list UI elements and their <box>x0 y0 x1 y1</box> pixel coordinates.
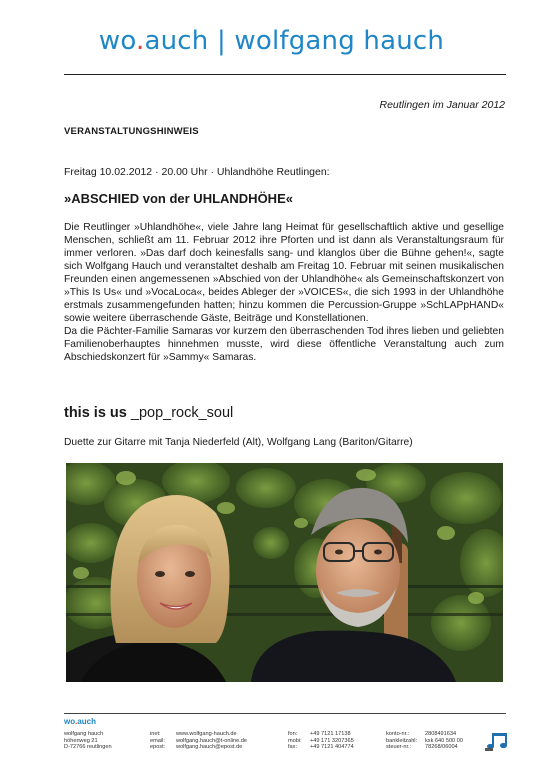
footer-label: bankleitzahl: <box>386 737 418 744</box>
duo-photo-illustration <box>66 463 503 682</box>
footer-logo-dot: . <box>75 717 78 726</box>
body-text <box>64 221 504 365</box>
logo-part1: wo <box>98 26 137 56</box>
footer-logo-part2: auch <box>77 717 97 726</box>
header-logo <box>0 26 543 56</box>
logo-dot: . <box>136 26 145 56</box>
logo-part2: auch | wolfgang hauch <box>144 26 445 56</box>
duo-line: Duette zur Gitarre mit Tanja Niederfeld (Alt), Wolfgang Lang (Bariton/Gitarre) <box>64 437 413 448</box>
footer-bank-labels <box>386 731 417 751</box>
notice-label: VERANSTALTUNGSHINWEIS <box>64 126 199 137</box>
epost-link[interactable]: wolfgang.hauch@epost.de <box>176 744 243 751</box>
footer-address-line: D-72766 reutlingen <box>64 744 112 751</box>
footer-label: email: <box>150 737 165 744</box>
footer-divider <box>64 713 506 714</box>
footer-web-labels <box>150 731 165 751</box>
footer-value: ksk 640 500 00 <box>425 737 463 744</box>
footer-value: +49 7121 17138 <box>310 731 351 737</box>
footer-label: epost: <box>150 744 166 751</box>
footer-address-line: höhenweg 21 <box>64 737 98 744</box>
footer-bank-values <box>425 731 463 751</box>
footer-logo <box>64 717 96 726</box>
footer-label: konto-nr.: <box>386 731 410 737</box>
footer-label: mobi: <box>288 737 302 744</box>
music-notes-icon <box>485 730 509 752</box>
website-link[interactable]: www.wolfgang-hauch.de <box>176 731 237 737</box>
header-divider <box>64 74 506 75</box>
event-line: Freitag 10.02.2012 · 20.00 Uhr · Uhlandhöhe Reutlingen: <box>64 166 330 178</box>
footer-logo-part1: wo <box>64 717 76 726</box>
footer-value: +49 7121 404774 <box>310 744 354 751</box>
section-title-rest: _pop_rock_soul <box>126 405 234 421</box>
footer-value: 2808491634 <box>425 731 457 737</box>
duo-photo <box>66 463 503 682</box>
place-date: Reutlingen im Januar 2012 <box>379 99 505 111</box>
email-link[interactable]: wolfgang.hauch@t-online.de <box>176 737 247 744</box>
footer-web-values <box>176 731 247 751</box>
footer-phone-labels <box>288 731 302 751</box>
footer-address-line: wolfgang hauch <box>64 731 104 737</box>
footer-phone-values <box>310 731 354 751</box>
footer-value: 78268/06004 <box>425 744 458 751</box>
footer-label: steuer-nr.: <box>386 744 412 751</box>
footer-address <box>64 731 112 751</box>
footer-label: inet: <box>150 731 161 737</box>
footer-label: fax: <box>288 744 298 751</box>
event-title: »ABSCHIED von der UHLANDHÖHE« <box>64 191 293 206</box>
paragraph-2: Da die Pächter-Familie Samaras vor kurzem den überraschenden Tod ihres lieben und geliebten Familienoberhauptes hinnehmen musste, wird diese öffentliche Veranstaltung auch zum Abschiedskonzert für »Sammy« Samaras. <box>64 326 504 364</box>
footer-value: +49 171 3207365 <box>310 737 354 744</box>
paragraph-1: Die Reutlinger »Uhlandhöhe«, viele Jahre lang Heimat für gesellschaftlich aktive und gesellige Menschen, schließt am 11. Februar 2012 ihre Pforten und ist dann als Veranstaltungsraum für immer verloren. »Das darf doch keinesfalls sang- und klanglos über die Bühne gehen!«, sagte sich Wolfgang Hauch und veranstaltet deshalb am Freitag 10. Februar mit seinen musikalischen Freunden einen angemessenen »Abschied von der Uhlandhöhe« als Gemeinschaftskonzert von »This Is Us« und »VocaLoca«, beides Ableger der »VOICES«, die sich 1993 in der Uhlandhöhe erstmals zusammengefunden hatten; hinzu kommen die Percussion-Gruppe »SchLAPpHAND« sowie weitere überraschende Gäste, Beiträge und Konstellationen. <box>64 222 504 325</box>
section-title-bold: this is us <box>64 405 127 421</box>
section-title <box>64 405 233 421</box>
footer-label: fon: <box>288 731 298 737</box>
